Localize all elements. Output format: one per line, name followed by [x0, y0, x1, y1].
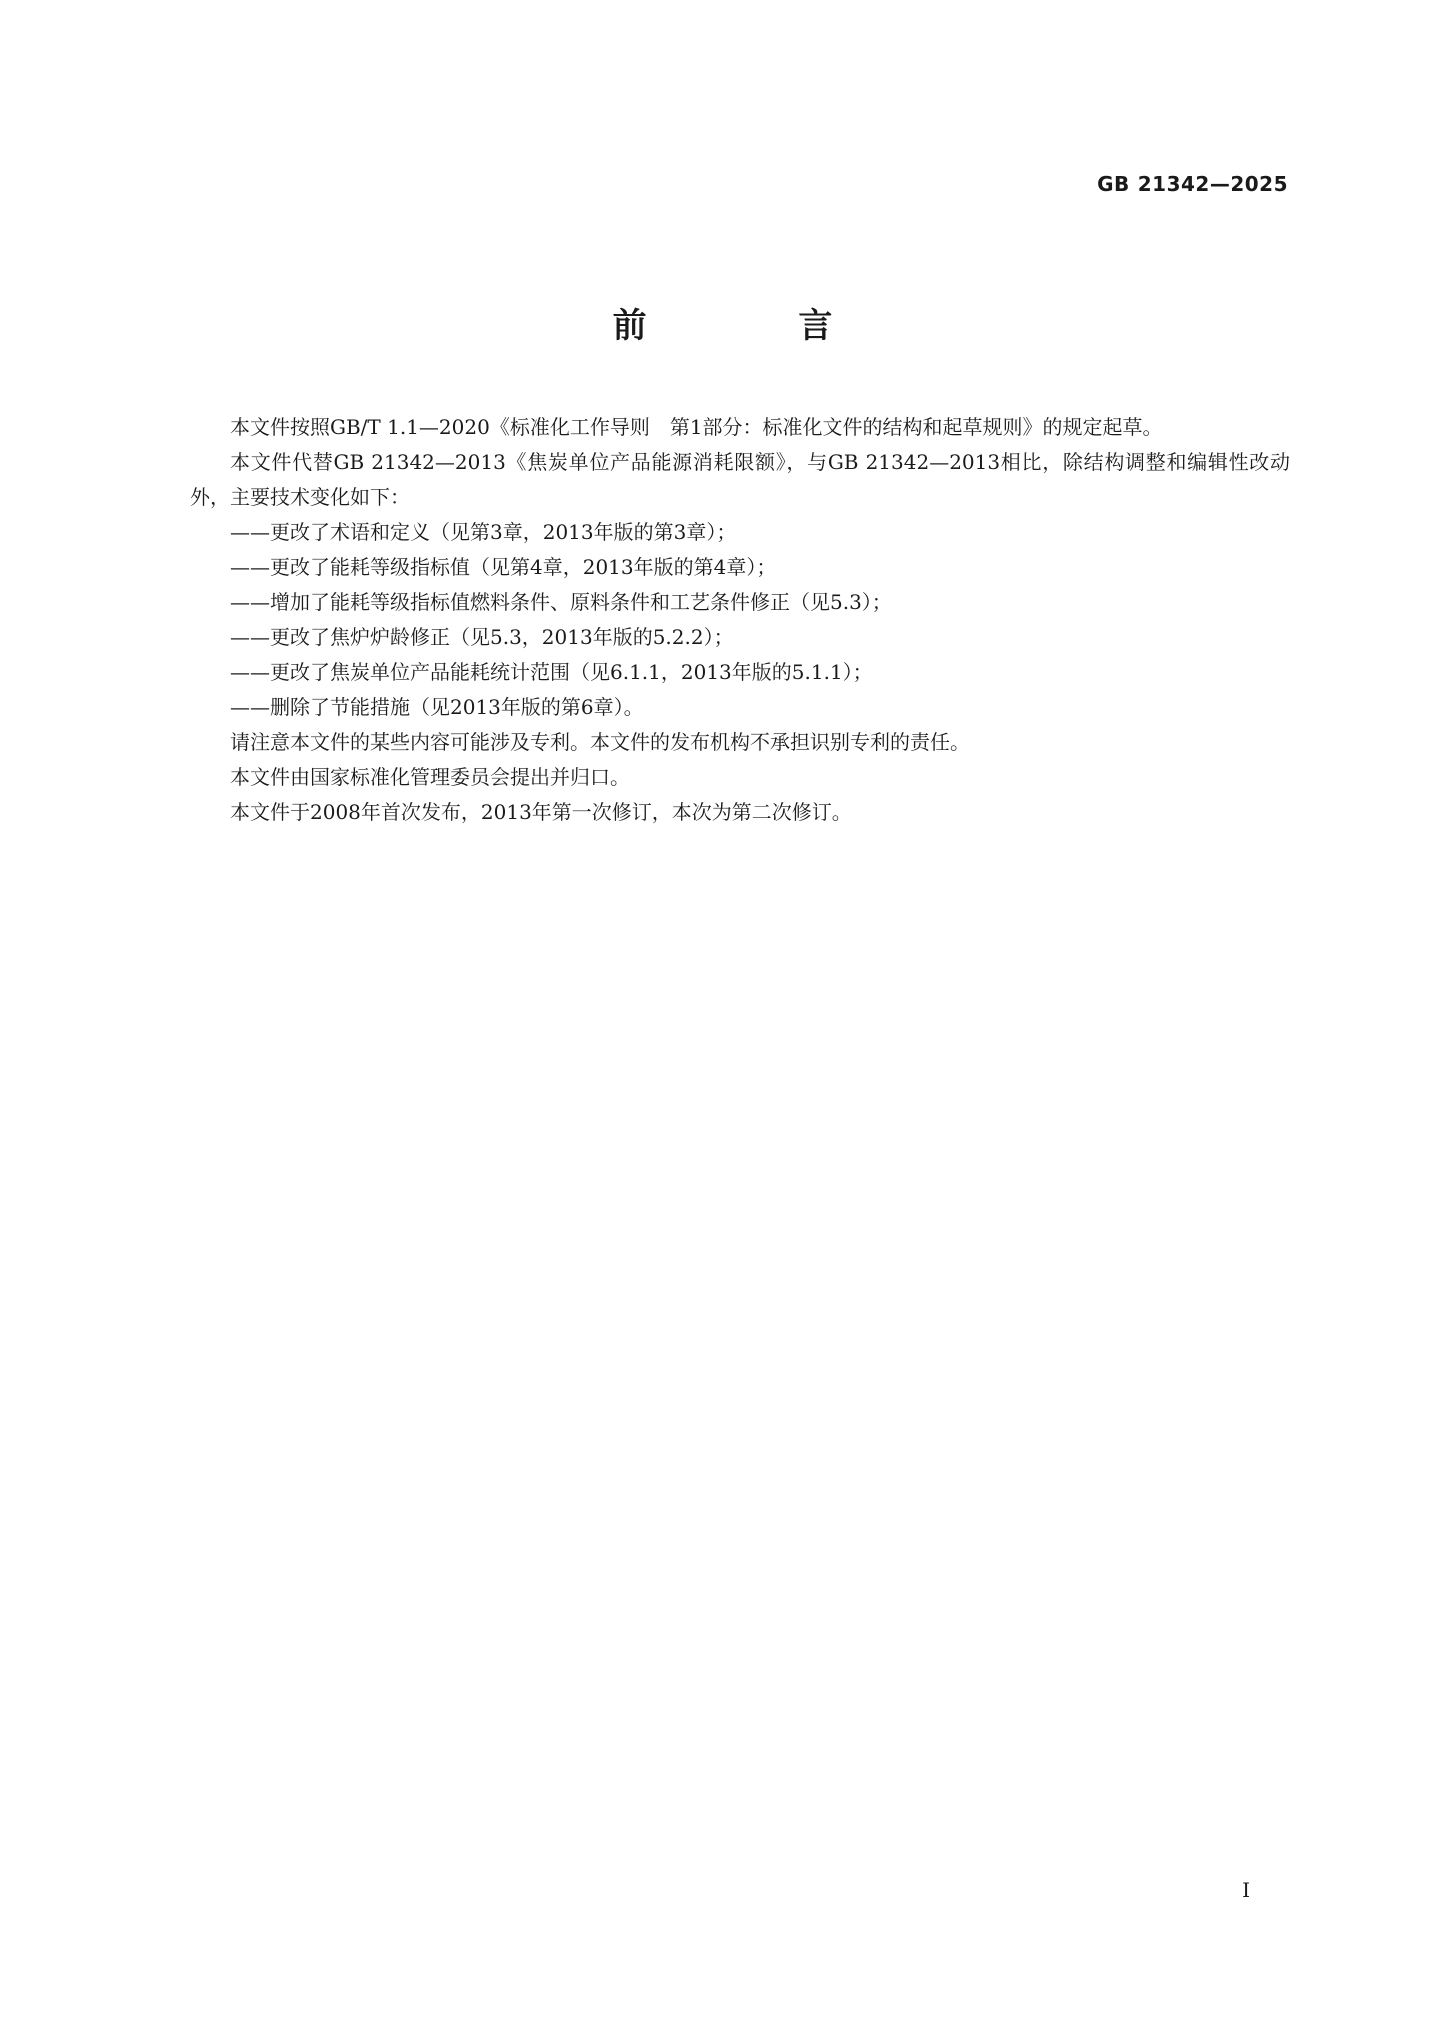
foreword-body: [190, 410, 1290, 830]
change-item: ——删除了节能措施（见2013年版的第6章）。: [230, 695, 644, 719]
paragraph-history: 本文件于2008年首次发布，2013年第一次修订，本次为第二次修订。: [230, 800, 852, 824]
standard-number: [1097, 172, 1288, 196]
change-item: ——更改了能耗等级指标值（见第4章，2013年版的第4章）；: [230, 555, 777, 579]
change-item: ——更改了焦炉炉龄修正（见5.3，2013年版的5.2.2）；: [230, 625, 734, 649]
page-number: Ⅰ: [1242, 1878, 1250, 1902]
change-item: ——增加了能耗等级指标值燃料条件、原料条件和工艺条件修正（见5.3）；: [230, 590, 892, 614]
paragraph-replacement: 本文件代替GB 21342—2013《焦炭单位产品能源消耗限额》，与GB 21342—2013相比，除结构调整和编辑性改动外，主要技术变化如下：: [190, 450, 1290, 509]
change-item: ——更改了焦炭单位产品能耗统计范围（见6.1.1，2013年版的5.1.1）；: [230, 660, 873, 684]
paragraph-patent-notice: 请注意本文件的某些内容可能涉及专利。本文件的发布机构不承担识别专利的责任。: [230, 730, 970, 754]
paragraph-proposer: 本文件由国家标准化管理委员会提出并归口。: [230, 765, 630, 789]
page-title: 前 言: [612, 306, 903, 346]
standard-prefix: GB: [1097, 172, 1130, 196]
change-item: ——更改了术语和定义（见第3章，2013年版的第3章）；: [230, 520, 737, 544]
standard-code: 21342—2025: [1137, 172, 1288, 196]
paragraph-drafting-rules: 本文件按照GB/T 1.1—2020《标准化工作导则 第1部分：标准化文件的结构和起草规则》的规定起草。: [230, 415, 1163, 439]
